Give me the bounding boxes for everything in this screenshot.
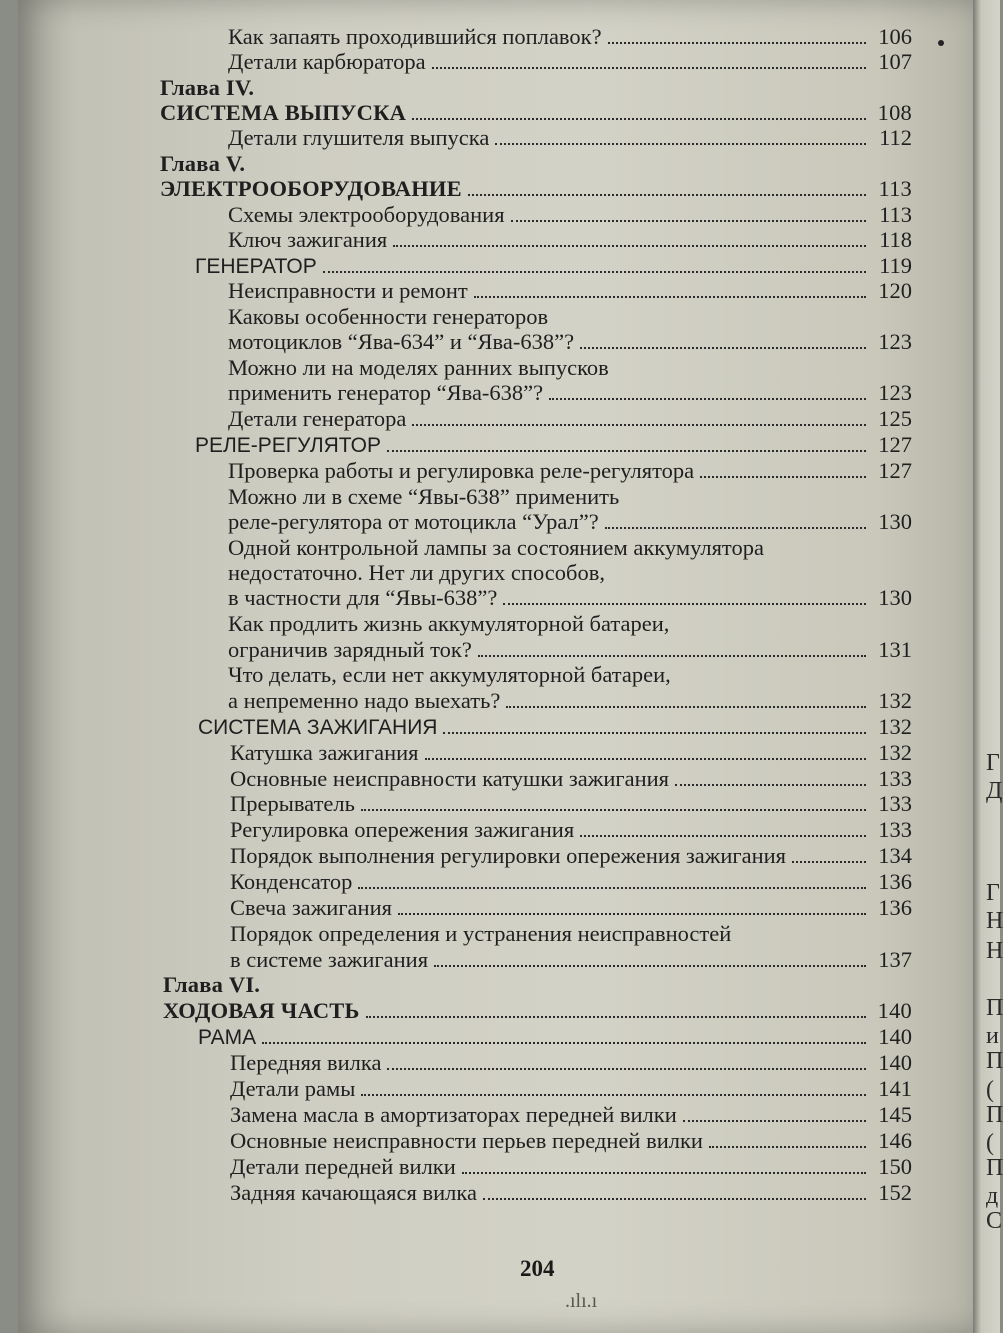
toc-leader-dots bbox=[683, 1119, 866, 1122]
toc-entry-title: Детали глушителя выпуска bbox=[228, 125, 490, 150]
adjacent-page-char: П bbox=[986, 1048, 1003, 1074]
toc-entry bbox=[230, 869, 912, 895]
toc-entry-page: 141 bbox=[878, 1076, 912, 1101]
toc-entry-page: 108 bbox=[877, 100, 912, 125]
toc-entry-title: Основные неисправности катушки зажигания bbox=[230, 766, 670, 791]
adjacent-page-char: П bbox=[986, 1102, 1003, 1128]
toc-leader-dots bbox=[675, 783, 866, 786]
toc-leader-dots bbox=[425, 757, 866, 760]
toc-entry bbox=[228, 688, 912, 714]
toc-entry-page: 119 bbox=[879, 253, 912, 278]
toc-entry-title: Основные неисправности перьев передней вилки bbox=[230, 1128, 703, 1153]
toc-entry-title: Порядок определения и устранения неисправностей bbox=[230, 921, 732, 946]
toc-entry-title: РЕЛЕ-РЕГУЛЯТОР bbox=[195, 434, 381, 457]
toc-entry bbox=[228, 24, 912, 50]
toc-entry-page: 137 bbox=[878, 947, 912, 972]
toc-leader-dots bbox=[366, 1015, 866, 1018]
toc-entry-title: Схемы электрооборудования bbox=[228, 202, 505, 227]
toc-leader-dots bbox=[474, 295, 866, 298]
toc-leader-dots bbox=[323, 270, 866, 273]
toc-entry bbox=[230, 1180, 912, 1206]
toc-entry bbox=[228, 202, 912, 228]
toc-entry-title: Прерыватель bbox=[230, 791, 355, 816]
toc-entry bbox=[228, 611, 669, 637]
toc-entry-title: Задняя качающаяся вилка bbox=[230, 1180, 477, 1205]
toc-entry-title: Можно ли в схеме “Явы-638” применить bbox=[228, 484, 620, 509]
toc-entry bbox=[228, 484, 619, 510]
toc-entry-page: 133 bbox=[878, 766, 912, 791]
toc-leader-dots bbox=[361, 1093, 866, 1096]
toc-entry-title: Детали карбюратора bbox=[228, 49, 426, 74]
toc-leader-dots bbox=[434, 964, 866, 967]
toc-leader-dots bbox=[580, 834, 866, 837]
toc-entry bbox=[230, 817, 912, 843]
toc-entry-page: 123 bbox=[878, 380, 912, 405]
toc-entry-page: 133 bbox=[878, 817, 912, 842]
toc-entry-title: Передняя вилка bbox=[230, 1050, 382, 1075]
toc-entry bbox=[230, 1050, 912, 1076]
toc-leader-dots bbox=[462, 1171, 866, 1174]
toc-entry bbox=[160, 176, 912, 202]
toc-entry-page: 118 bbox=[879, 227, 912, 252]
toc-entry-title: а непременно надо выехать? bbox=[228, 688, 501, 713]
toc-entry-title: Проверка работы и регулировка реле-регулятора bbox=[228, 458, 695, 483]
toc-entry-page: 134 bbox=[878, 843, 912, 868]
toc-entry-title: Конденсатор bbox=[230, 869, 353, 894]
toc-entry bbox=[228, 380, 912, 406]
toc-entry bbox=[230, 843, 912, 869]
toc-leader-dots bbox=[605, 526, 866, 529]
toc-entry-page: 150 bbox=[878, 1154, 912, 1179]
toc-entry-title: Можно ли на моделях ранних выпусков bbox=[228, 355, 609, 380]
toc-entry bbox=[228, 560, 605, 586]
toc-entry-page: 113 bbox=[878, 176, 912, 201]
toc-entry-title: Глава IV. bbox=[160, 75, 255, 100]
toc-entry bbox=[230, 766, 912, 792]
ink-spot bbox=[938, 40, 944, 46]
toc-entry-title: Глава VI. bbox=[163, 972, 261, 997]
toc-entry bbox=[230, 1102, 912, 1128]
toc-entry-page: 120 bbox=[878, 278, 912, 303]
toc-leader-dots bbox=[511, 219, 866, 222]
toc-leader-dots bbox=[393, 244, 866, 247]
toc-entry-page: 133 bbox=[878, 791, 912, 816]
toc-entry-page: 132 bbox=[878, 714, 912, 739]
toc-entry bbox=[228, 509, 912, 535]
toc-leader-dots bbox=[495, 142, 866, 145]
toc-entry-title: Замена масла в амортизаторах передней вилки bbox=[230, 1102, 677, 1127]
adjacent-page-char: Д bbox=[986, 778, 1003, 804]
toc-leader-dots bbox=[412, 423, 866, 426]
toc-leader-dots bbox=[387, 1067, 866, 1070]
toc-entry-page: 145 bbox=[878, 1102, 912, 1127]
toc-entry bbox=[230, 1154, 912, 1180]
toc-leader-dots bbox=[506, 705, 866, 708]
toc-entry-page: 125 bbox=[878, 406, 912, 431]
toc-entry-page: 132 bbox=[878, 688, 912, 713]
toc-entry-page: 152 bbox=[878, 1180, 912, 1205]
adjacent-page-char: Г bbox=[986, 880, 1000, 906]
page-number: 204 bbox=[520, 1256, 555, 1281]
toc-leader-dots bbox=[398, 912, 866, 915]
toc-entry bbox=[198, 1024, 912, 1050]
toc-entry bbox=[230, 921, 731, 947]
toc-entry bbox=[228, 304, 548, 330]
toc-entry-page: 136 bbox=[878, 869, 912, 894]
toc-leader-dots bbox=[358, 886, 866, 889]
toc-entry-page: 127 bbox=[878, 432, 912, 457]
toc-entry bbox=[228, 125, 912, 151]
toc-entry bbox=[228, 637, 912, 663]
toc-entry-title: Одной контрольной лампы за состоянием аккумулятора bbox=[228, 535, 764, 560]
toc-entry-title: Как продлить жизнь аккумуляторной батареи, bbox=[228, 611, 670, 636]
toc-entry bbox=[230, 947, 912, 973]
toc-entry bbox=[195, 253, 912, 279]
toc-entry-page: 146 bbox=[878, 1128, 912, 1153]
toc-leader-dots bbox=[361, 808, 866, 811]
toc-entry-page: 130 bbox=[878, 585, 912, 610]
toc-leader-dots bbox=[443, 731, 866, 734]
toc-entry bbox=[195, 432, 912, 458]
toc-entry-page: 140 bbox=[877, 998, 912, 1023]
toc-entry-title: ограничив зарядный ток? bbox=[228, 637, 472, 662]
toc-leader-dots bbox=[549, 397, 866, 400]
toc-leader-dots bbox=[387, 449, 866, 452]
adjacent-page-char: С bbox=[986, 1208, 1003, 1234]
toc-entry bbox=[228, 278, 912, 304]
toc-entry-page: 136 bbox=[878, 895, 912, 920]
toc-entry-title: ЭЛЕКТРООБОРУДОВАНИЕ bbox=[160, 176, 462, 201]
toc-entry-title: Детали генератора bbox=[228, 406, 407, 431]
toc-entry-title: Глава V. bbox=[160, 151, 246, 176]
adjacent-page-char: и bbox=[986, 1023, 999, 1049]
toc-leader-dots bbox=[483, 1197, 866, 1200]
adjacent-page-char: П bbox=[986, 1155, 1003, 1181]
toc-entry-page: 123 bbox=[878, 329, 912, 354]
adjacent-page-char: Н bbox=[986, 908, 1003, 934]
toc-entry bbox=[230, 1076, 912, 1102]
toc-entry-title: ГЕНЕРАТОР bbox=[195, 255, 317, 278]
toc-entry-title: применить генератор “Ява-638”? bbox=[228, 380, 544, 405]
toc-entry-page: 107 bbox=[878, 49, 912, 74]
toc-entry-page: 132 bbox=[878, 740, 912, 765]
toc-leader-dots bbox=[478, 654, 866, 657]
toc-leader-dots bbox=[468, 193, 866, 196]
adjacent-page-char: Н bbox=[986, 938, 1003, 964]
toc-leader-dots bbox=[412, 117, 866, 120]
toc-entry-title: Ключ зажигания bbox=[228, 227, 388, 252]
toc-entry-title: Что делать, если нет аккумуляторной батареи, bbox=[228, 662, 671, 687]
toc-entry-title: Детали передней вилки bbox=[230, 1154, 456, 1179]
toc-entry-title: СИСТЕМА ЗАЖИГАНИЯ bbox=[198, 716, 438, 739]
toc-entry bbox=[160, 75, 254, 101]
toc-leader-dots bbox=[432, 66, 866, 69]
toc-entry bbox=[228, 406, 912, 432]
toc-leader-dots bbox=[608, 41, 866, 44]
toc-entry bbox=[160, 151, 245, 177]
adjacent-page-char: ( bbox=[986, 1130, 994, 1156]
toc-entry-title: Каковы особенности генераторов bbox=[228, 304, 549, 329]
toc-entry bbox=[230, 791, 912, 817]
toc-entry bbox=[228, 329, 912, 355]
toc-entry bbox=[228, 458, 912, 484]
handwritten-mark: .ılı.ı bbox=[565, 1290, 598, 1312]
toc-entry-page: 106 bbox=[878, 24, 912, 49]
toc-entry bbox=[228, 662, 671, 688]
toc-entry bbox=[228, 355, 609, 381]
toc-entry-title: в системе зажигания bbox=[230, 947, 429, 972]
toc-leader-dots bbox=[709, 1145, 866, 1148]
toc-entry bbox=[228, 227, 912, 253]
toc-entry-title: мотоциклов “Ява-634” и “Ява-638”? bbox=[228, 329, 575, 354]
adjacent-page-char: д bbox=[986, 1183, 999, 1209]
toc-entry-title: РАМА bbox=[198, 1026, 257, 1049]
toc-entry bbox=[230, 740, 912, 766]
toc-leader-dots bbox=[503, 602, 866, 605]
toc-entry bbox=[230, 895, 912, 921]
toc-entry-page: 140 bbox=[878, 1050, 912, 1075]
toc-entry-title: Неисправности и ремонт bbox=[228, 278, 468, 303]
toc-entry-page: 140 bbox=[878, 1024, 912, 1049]
toc-entry bbox=[228, 585, 912, 611]
toc-entry-title: Катушка зажигания bbox=[230, 740, 419, 765]
toc-entry bbox=[163, 998, 912, 1024]
adjacent-page-char: П bbox=[986, 995, 1003, 1021]
adjacent-page-char: Г bbox=[986, 750, 1000, 776]
toc-leader-dots bbox=[792, 860, 866, 863]
toc-entry bbox=[198, 714, 912, 740]
toc-leader-dots bbox=[580, 346, 866, 349]
toc-entry-title: Как запаять проходившийся поплавок? bbox=[228, 24, 602, 49]
toc-entry-title: Порядок выполнения регулировки опережения зажигания bbox=[230, 843, 787, 868]
toc-entry-title: ХОДОВАЯ ЧАСТЬ bbox=[163, 998, 360, 1023]
toc-entry bbox=[228, 535, 764, 561]
toc-entry-title: в частности для “Явы-638”? bbox=[228, 585, 498, 610]
toc-entry-page: 113 bbox=[879, 202, 912, 227]
toc-entry bbox=[230, 1128, 912, 1154]
toc-entry bbox=[228, 49, 912, 75]
toc-entry-title: СИСТЕМА ВЫПУСКА bbox=[160, 100, 407, 125]
toc-entry-title: Регулировка опережения зажигания bbox=[230, 817, 575, 842]
toc-entry-page: 127 bbox=[878, 458, 912, 483]
toc-leader-dots bbox=[262, 1041, 866, 1044]
toc-entry-title: недостаточно. Нет ли других способов, bbox=[228, 560, 605, 585]
toc-entry-page: 112 bbox=[879, 125, 912, 150]
toc-entry-page: 130 bbox=[878, 509, 912, 534]
toc-leader-dots bbox=[700, 475, 866, 478]
adjacent-page-char: ( bbox=[986, 1077, 994, 1103]
toc-entry-title: реле-регулятора от мотоцикла “Урал”? bbox=[228, 509, 599, 534]
toc-entry-title: Детали рамы bbox=[230, 1076, 356, 1101]
toc-entry-page: 131 bbox=[878, 637, 912, 662]
toc-entry-title: Свеча зажигания bbox=[230, 895, 392, 920]
toc-entry bbox=[163, 972, 260, 998]
toc-entry bbox=[160, 100, 912, 126]
